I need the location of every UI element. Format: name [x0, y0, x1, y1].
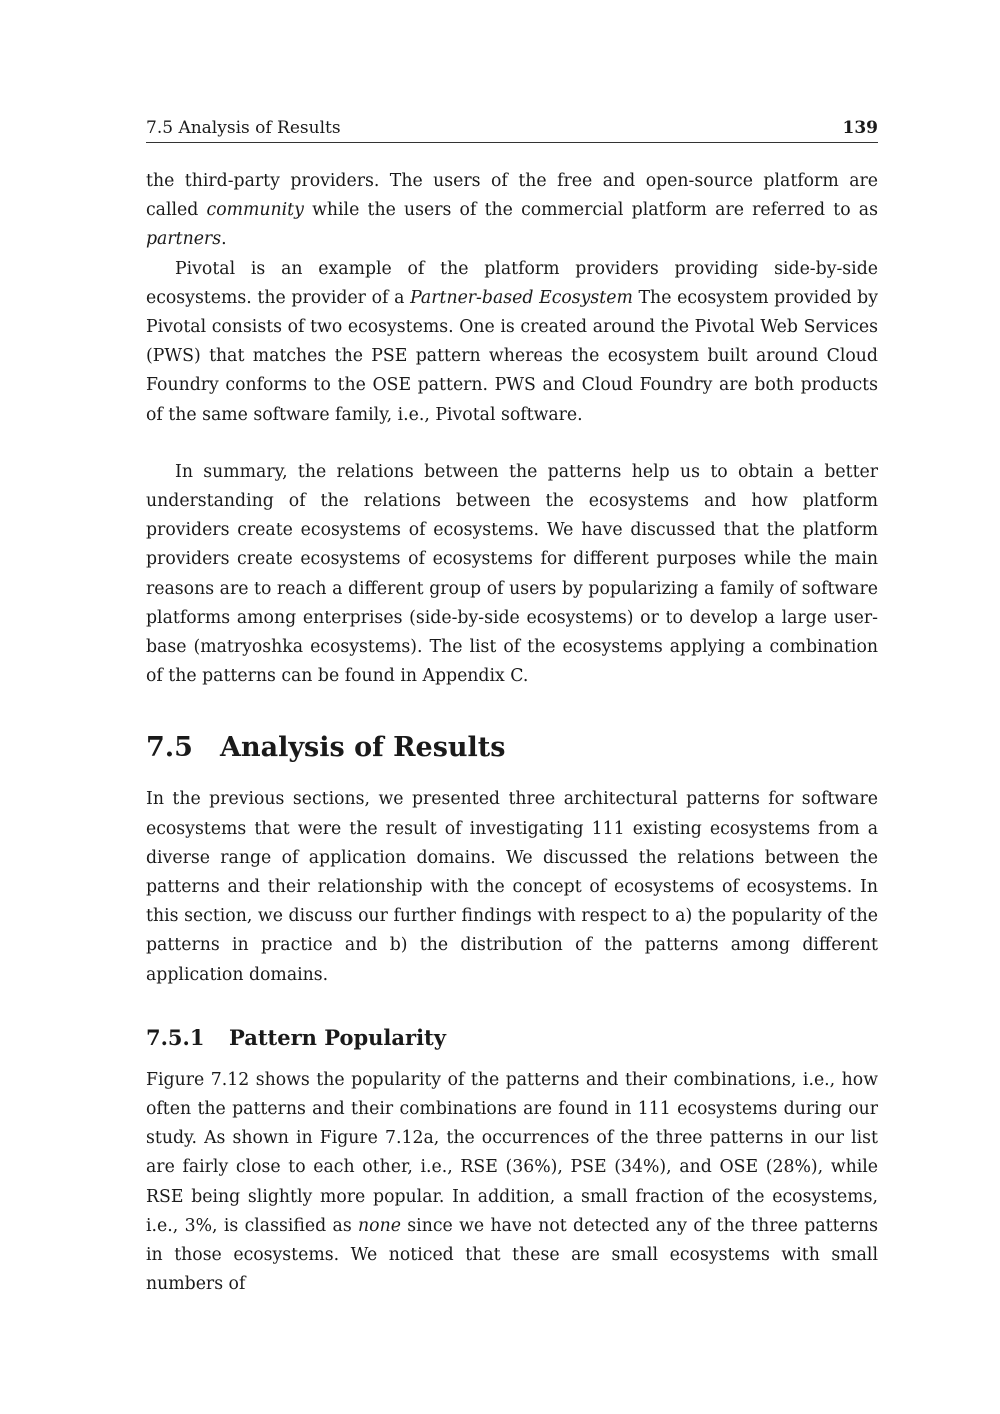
running-title: 7.5 Analysis of Results	[146, 118, 341, 138]
section-heading	[146, 731, 878, 765]
section-number: 7.5	[146, 732, 193, 764]
paragraph-text: The ecosystem provided by Pivotal consists of two ecosystems. One is created around the Pivotal Web Services (PWS) that matches the PSE pattern whereas the ecosystem built around Cloud Foundry conforms to the OSE pattern. PWS and Cloud Foundry are both products of the same software family, i.e., Pivotal software.	[146, 287, 879, 425]
emphasis-community: community	[206, 200, 304, 221]
subsection-title: Pattern Popularity	[229, 1024, 446, 1050]
paragraph-text: the third-party providers. The users of the free and open-source platform are called	[146, 171, 878, 221]
paragraph-pattern-popularity	[146, 1066, 878, 1300]
emphasis-partner-based-ecosystem: Partner-based Ecosystem	[410, 287, 633, 308]
subsection-heading	[146, 1024, 878, 1052]
paragraph-section-intro: In the previous sections, we presented three architectural patterns for software ecosystems that were the result of investigating 111 existing ecosystems from a diverse range of application domains. We discussed the relations between the patterns and their relationship with the concept of ecosystems of ecosystems. In this section, we discuss our further findings with respect to a) the popularity of the patterns in practice and b) the distribution of the patterns among different application domains.	[146, 789, 878, 985]
paragraph-text: Pivotal is an example of the platform providers providing side-by-side ecosystems. the provider of a	[146, 258, 878, 308]
page-number: 139	[842, 118, 878, 138]
paragraph-summary: In summary, the relations between the patterns help us to obtain a better understanding of the relations between the ecosystems and how platform providers create ecosystems of ecosystems. We have discussed that the platform providers create ecosystems of ecosystems for different purposes while the main reasons are to reach a different group of users by popularizing a family of software platforms among enterprises (side-by-side ecosystems) or to develop a large user-base (matryoshka ecosystems). The list of the ecosystems applying a combination of the patterns can be found in Appendix C.	[146, 461, 878, 687]
paragraph-pivotal	[146, 255, 878, 430]
section-title: Analysis of Results	[220, 732, 506, 764]
paragraph-continuation	[146, 167, 878, 255]
paragraph-text: while the users of the commercial platform are referred to as	[303, 200, 878, 221]
paragraph-text: Figure 7.12 shows the popularity of the patterns and their combinations, i.e., how often the patterns and their combinations are found in 111 ecosystems during our study. As shown in Figure 7.12a, the occurrences of the three patterns in our list are fairly close to each other, i.e., RSE (36%), PSE (34%), and OSE (28%), while RSE being slightly more popular. In addition, a small fraction of the ecosystems, i.e., 3%, is classified as	[146, 1069, 878, 1236]
emphasis-partners: partners	[146, 229, 222, 250]
paragraph-text: .	[221, 229, 227, 250]
subsection-number: 7.5.1	[146, 1024, 205, 1050]
page-body	[146, 118, 878, 1300]
emphasis-none: none	[358, 1215, 401, 1236]
running-header	[146, 118, 878, 143]
paragraph-text: since we have not detected any of the three patterns in those ecosystems. We noticed that these are small ecosystems with small numbers of	[146, 1215, 878, 1295]
